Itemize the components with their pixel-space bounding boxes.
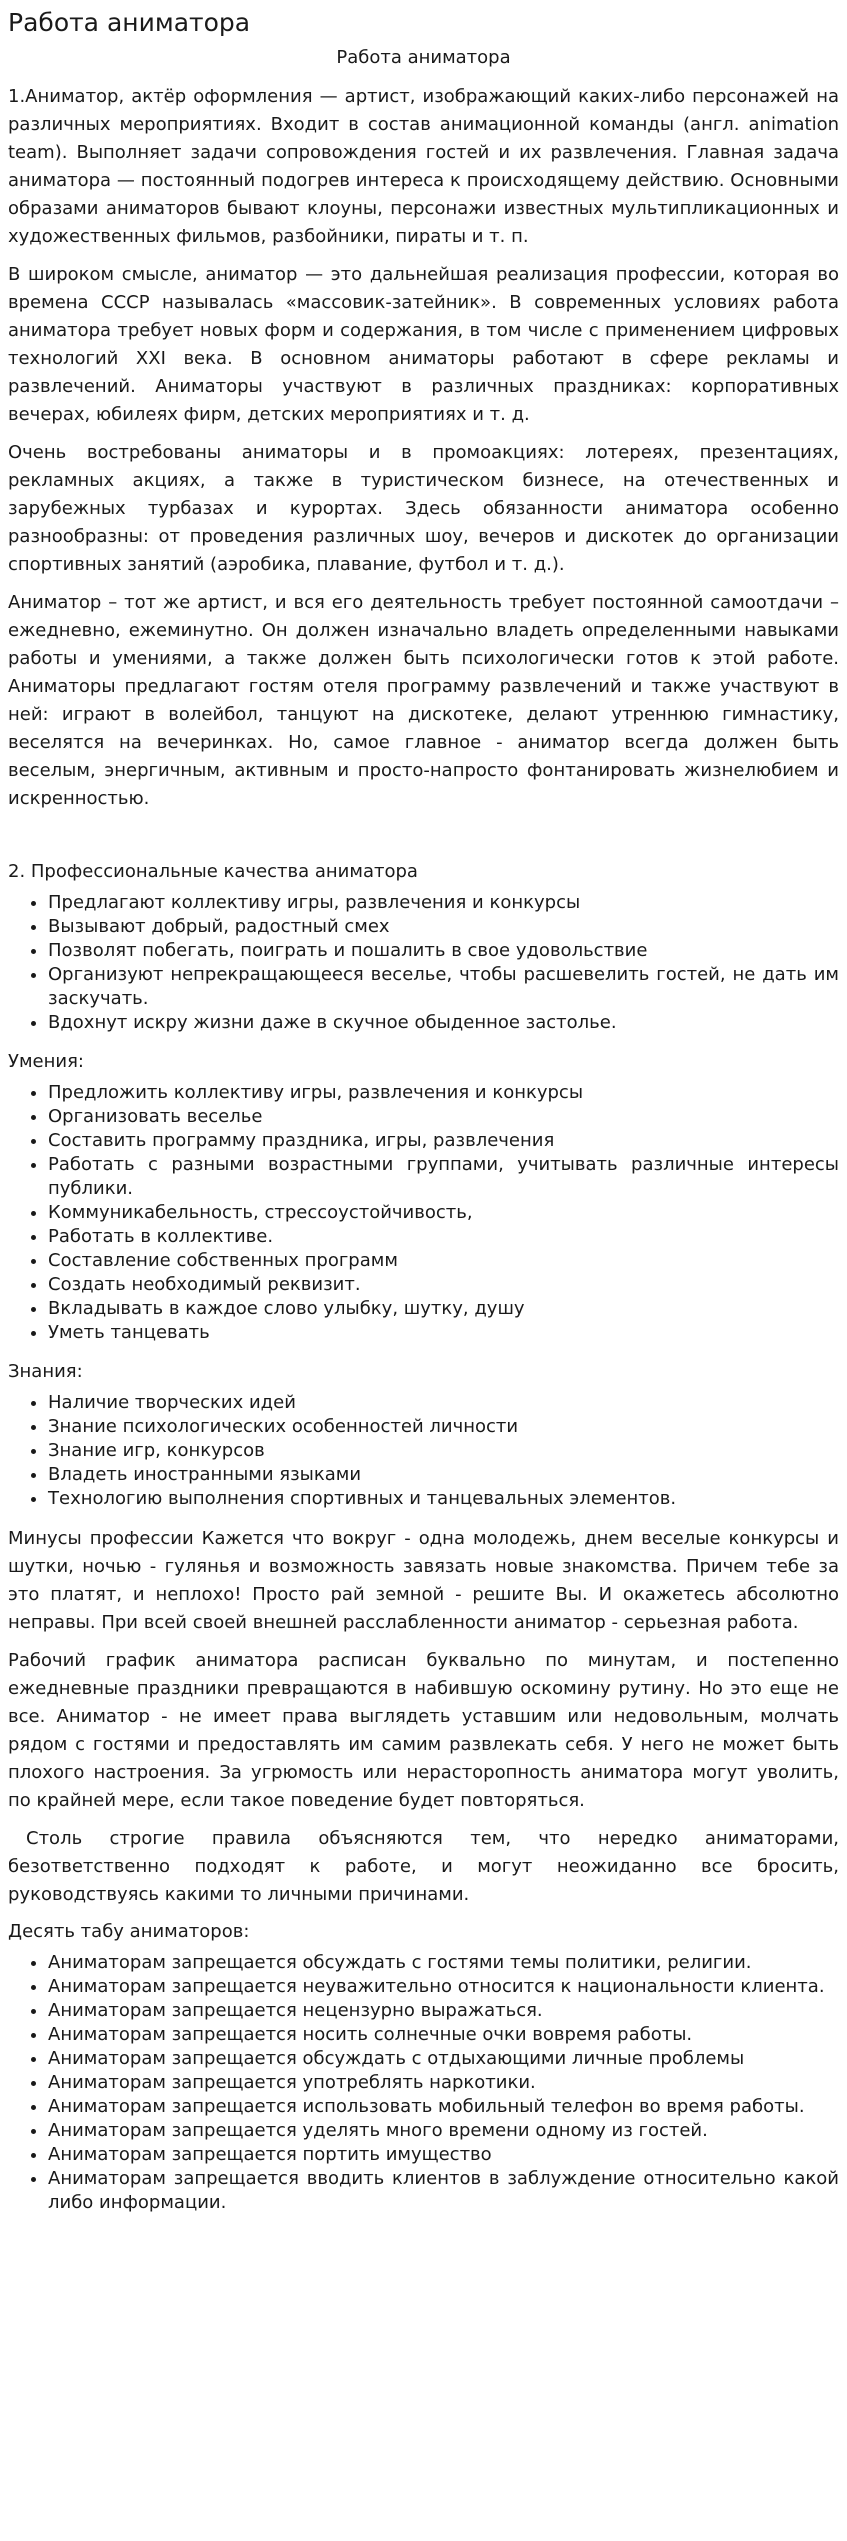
taboos-list xyxy=(8,1951,839,2215)
list-item: • Вызывают добрый, радостный смех xyxy=(48,915,839,939)
list-item: • Организовать веселье xyxy=(48,1105,839,1129)
list-item: • Предлагают коллективу игры, развлечения и конкурсы xyxy=(48,891,839,915)
paragraph: Столь строгие правила объясняются тем, что нередко аниматорами, безответственно подходят к работе, и могут неожиданно все бросить, руководствуясь какими то личными причинами. xyxy=(8,1828,839,1905)
list-item: • Коммуникабельность, стрессоустойчивость, xyxy=(48,1201,839,1225)
qualities-list xyxy=(8,891,839,1035)
paragraph: Рабочий график аниматора расписан буквально по минутам, и постепенно ежедневные праздники превращаются в набившую оскомину рутину. Но это еще не все. Аниматор - не имеет права выглядеть уставшим или недовольным, молчать рядом с гостями и предоставлять им самим развлекать себя. У него не может быть плохого настроения. За угрюмость или нерасторопность аниматора могут уволить, по крайней мере, если такое поведение будет повторяться. xyxy=(8,1650,839,1811)
spacer xyxy=(8,823,839,859)
list-item: • Вкладывать в каждое слово улыбку, шутку, душу xyxy=(48,1297,839,1321)
list-item: • Технологию выполнения спортивных и танцевальных элементов. xyxy=(48,1487,839,1511)
list-item: • Работать с разными возрастными группами, учитывать различные интересы публики. xyxy=(48,1153,839,1201)
list-item: • Позволят побегать, поиграть и пошалить в свое удовольствие xyxy=(48,939,839,963)
knowledge-heading: Знания: xyxy=(8,1361,83,1382)
list-item: • Аниматорам запрещается использовать мобильный телефон во время работы. xyxy=(48,2095,839,2119)
list-item: • Аниматорам запрещается портить имущество xyxy=(48,2143,839,2167)
paragraph: Очень востребованы аниматоры и в промоакциях: лотереях, презентациях, рекламных акциях, а также в туристическом бизнесе, на отечественных и зарубежных турбазах и курортах. Здесь обязанности аниматора особенно разнообразны: от проведения различных шоу, вечеров и дискотек до организации спортивных занятий (аэробика, плавание, футбол и т. д.). xyxy=(8,442,839,575)
list-item: • Аниматорам запрещается уделять много времени одному из гостей. xyxy=(48,2119,839,2143)
paragraph: Аниматор – тот же артист, и вся его деятельность требует постоянной самоотдачи – ежедневно, ежеминутно. Он должен изначально владеть определенными навыками работы и умениями, а также должен быть психологически готов к этой работе. Аниматоры предлагают гостям отеля программу развлечений и также участвуют в ней: играют в волейбол, танцуют на дискотеке, делают утреннюю гимнастику, веселятся на вечеринках. Но, самое главное - аниматор всегда должен быть веселым, энергичным, активным и просто-напросто фонтанировать жизнелюбием и искренностью. xyxy=(8,592,839,809)
list-item: • Наличие творческих идей xyxy=(48,1391,839,1415)
section-heading-qualities: 2. Профессиональные качества аниматора xyxy=(8,861,418,882)
list-item: • Аниматорам запрещается употреблять наркотики. xyxy=(48,2071,839,2095)
list-item: • Вдохнут искру жизни даже в скучное обыденное застолье. xyxy=(48,1011,839,1035)
list-item: • Аниматорам запрещается носить солнечные очки вовремя работы. xyxy=(48,2023,839,2047)
list-item: • Составление собственных программ xyxy=(48,1249,839,1273)
list-item: • Организуют непрекращающееся веселье, чтобы расшевелить гостей, не дать им заскучать. xyxy=(48,963,839,1011)
list-item: • Аниматорам запрещается обсуждать с отдыхающими личные проблемы xyxy=(48,2047,839,2071)
skills-heading: Умения: xyxy=(8,1051,84,1072)
list-item: • Аниматорам запрещается обсуждать с гостями темы политики, религии. xyxy=(48,1951,839,1975)
knowledge-list xyxy=(8,1391,839,1511)
list-item: • Составить программу праздника, игры, развлечения xyxy=(48,1129,839,1153)
list-item: • Аниматорам запрещается неуважительно относится к национальности клиента. xyxy=(48,1975,839,1999)
list-item: • Знание психологических особенностей личности xyxy=(48,1415,839,1439)
list-item: • Уметь танцевать xyxy=(48,1321,839,1345)
paragraph: В широком смысле, аниматор — это дальнейшая реализация профессии, которая во времена СССР называлась «массовик-затейник». В современных условиях работа аниматора требует новых форм и содержания, в том числе с применением цифровых технологий XXI века. В основном аниматоры работают в сфере рекламы и развлечений. Аниматоры участвуют в различных праздниках: корпоративных вечерах, юбилеях фирм, детских мероприятиях и т. д. xyxy=(8,264,839,425)
skills-list xyxy=(8,1081,839,1345)
list-item: • Владеть иностранными языками xyxy=(48,1463,839,1487)
paragraph: Минусы профессии Кажется что вокруг - одна молодежь, днем веселые конкурсы и шутки, ночью - гулянья и возможность завязать новые знакомства. Причем тебе за это платят, и неплохо! Просто рай земной - решите Вы. И окажетесь абсолютно неправы. При всей своей внешней расслабленности аниматор - серьезная работа. xyxy=(8,1528,839,1633)
list-item: • Аниматорам запрещается нецензурно выражаться. xyxy=(48,1999,839,2023)
list-item: • Предложить коллективу игры, развлечения и конкурсы xyxy=(48,1081,839,1105)
document-title: Работа аниматора xyxy=(336,47,511,68)
list-item: • Аниматорам запрещается вводить клиентов в заблуждение относительно какой либо информации. xyxy=(48,2167,839,2215)
list-item: • Знание игр, конкурсов xyxy=(48,1439,839,1463)
list-item: • Работать в коллективе. xyxy=(48,1225,839,1249)
taboos-heading: Десять табу аниматоров: xyxy=(8,1921,250,1942)
list-item: • Создать необходимый реквизит. xyxy=(48,1273,839,1297)
document-header: Работа аниматора xyxy=(8,8,251,37)
paragraph: 1.Аниматор, актёр оформления — артист, изображающий каких-либо персонажей на различных мероприятиях. Входит в состав анимационной команды (англ. animation team). Выполняет задачи сопровождения гостей и их развлечения. Главная задача аниматора — постоянный подогрев интереса к происходящему действию. Основными образами аниматоров бывают клоуны, персонажи известных мультипликационных и художественных фильмов, разбойники, пираты и т. п. xyxy=(8,86,839,247)
